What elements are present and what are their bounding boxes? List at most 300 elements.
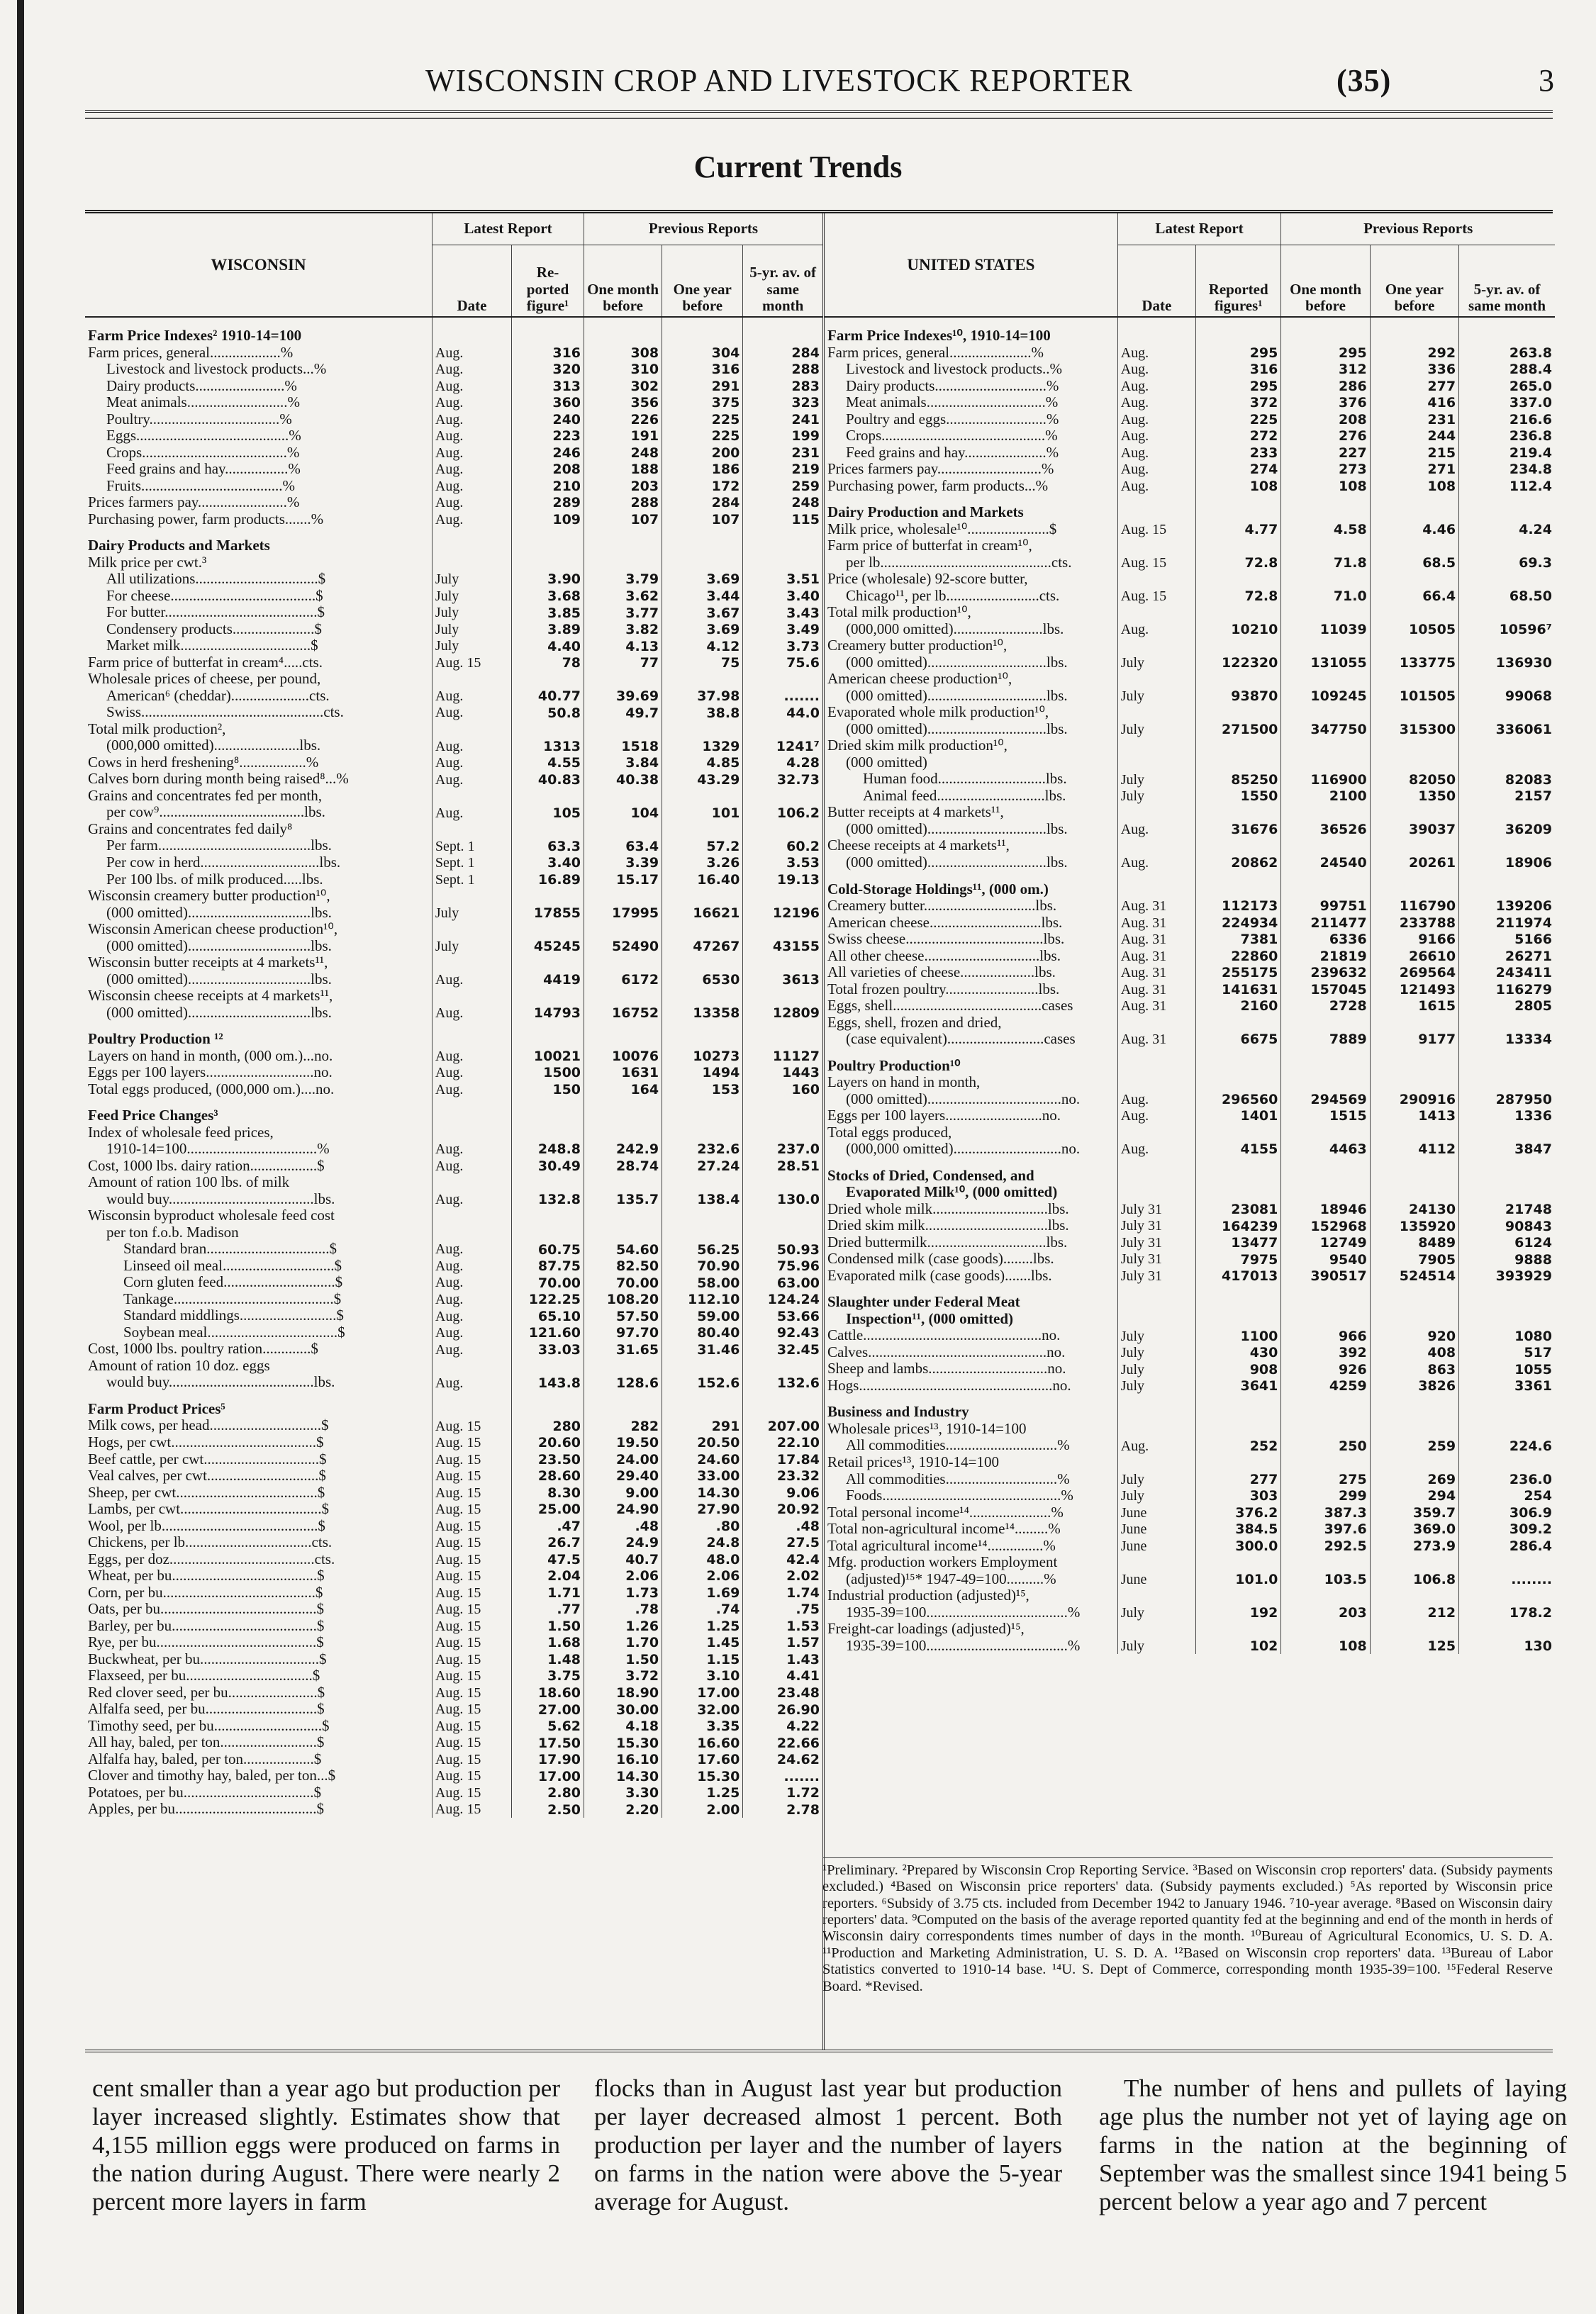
five-year-average-value: 10596⁷ (1459, 621, 1555, 638)
date-cell: Aug. 15 (432, 654, 511, 671)
date-cell (1117, 1284, 1195, 1311)
table-row (85, 461, 822, 478)
row-label: All varieties of cheese....................lbs. (827, 964, 1056, 981)
month-before-value: 387.3 (1281, 1504, 1370, 1521)
table-section-heading (825, 1311, 1555, 1328)
table-row (85, 1684, 822, 1701)
five-year-average-value (1459, 604, 1555, 621)
month-before-value: 250 (1281, 1437, 1370, 1454)
reported-value: 47.5 (512, 1551, 584, 1568)
row-label: Poultry and eggs...........................% (846, 410, 1059, 427)
reported-value: 274 (1196, 461, 1281, 478)
month-before-value: 63.4 (584, 837, 662, 854)
year-before-value: 1.15 (662, 1651, 743, 1668)
reported-value (1196, 1048, 1281, 1075)
month-before-value: 294569 (1281, 1091, 1370, 1108)
year-before-value: 225 (662, 411, 743, 428)
five-year-average-value (743, 1391, 822, 1418)
table-row (825, 1251, 1555, 1268)
five-year-average-value: 9888 (1459, 1251, 1555, 1268)
year-before-value (1370, 1421, 1458, 1438)
date-cell: Aug. (1117, 854, 1195, 871)
month-before-value: 10076 (584, 1048, 662, 1065)
five-year-average-value: 1055 (1459, 1360, 1555, 1377)
year-before-value: 359.7 (1370, 1504, 1458, 1521)
month-before-value (584, 888, 662, 905)
five-year-average-value (743, 671, 822, 688)
table-row (85, 837, 822, 854)
table-row (85, 804, 822, 821)
us-col-reported: Reported figures¹ (1196, 245, 1281, 318)
table-row (825, 588, 1555, 605)
reported-value: 272 (1196, 427, 1281, 445)
date-cell: Aug. (432, 445, 511, 462)
row-label: Index of wholesale feed prices, (88, 1124, 274, 1141)
month-before-value: 131055 (1281, 654, 1370, 671)
reported-value: 1401 (1196, 1107, 1281, 1124)
five-year-average-value: 243411 (1459, 964, 1555, 981)
table-row (825, 1487, 1555, 1504)
year-before-value: 17.00 (662, 1684, 743, 1701)
month-before-value: 356 (584, 394, 662, 411)
month-before-value: 242.9 (584, 1141, 662, 1158)
reported-value (1196, 571, 1281, 588)
reported-value: 4419 (512, 971, 584, 988)
table-section-heading (825, 317, 1555, 345)
table-row (825, 1344, 1555, 1361)
date-cell: Aug. (432, 1141, 511, 1158)
table-row (85, 754, 822, 771)
reported-value: 108 (1196, 478, 1281, 495)
date-cell (1117, 1124, 1195, 1141)
five-year-average-value: 53.66 (743, 1307, 822, 1324)
five-year-average-value: 1.57 (743, 1634, 822, 1651)
month-before-value: 99751 (1281, 898, 1370, 915)
row-label: Dried buttermilk................................lbs. (827, 1234, 1068, 1251)
month-before-value: 3.79 (584, 571, 662, 588)
table-row (85, 688, 822, 705)
year-before-value (1370, 1074, 1458, 1091)
row-label: Calves born during month being raised⁸...% (88, 771, 349, 788)
date-cell: July 31 (1117, 1234, 1195, 1251)
five-year-average-value: 199 (743, 427, 822, 445)
five-year-average-value: 28.51 (743, 1158, 822, 1175)
month-before-value: 108 (1281, 1638, 1370, 1655)
date-cell: July (432, 621, 511, 638)
table-row (85, 1064, 822, 1081)
reported-value: 87.75 (512, 1258, 584, 1275)
year-before-value: 82050 (1370, 771, 1458, 788)
row-label: Calves................................................no. (827, 1343, 1066, 1360)
five-year-average-value: 12196 (743, 905, 822, 922)
reported-value: 240 (512, 411, 584, 428)
month-before-value (584, 554, 662, 571)
date-cell: Aug. (432, 754, 511, 771)
date-cell: Aug. (432, 737, 511, 754)
table-section-heading (85, 1097, 822, 1124)
row-label: Slaughter under Federal Meat (827, 1293, 1020, 1311)
date-cell: Aug. 15 (432, 1451, 511, 1468)
five-year-average-value: 517 (1459, 1344, 1555, 1361)
row-label: Poultry Production¹⁰ (827, 1056, 961, 1074)
five-year-average-value: 286.4 (1459, 1538, 1555, 1555)
row-label: Farm Product Prices⁵ (88, 1399, 225, 1417)
month-before-value (584, 821, 662, 838)
month-before-value: 31.65 (584, 1341, 662, 1358)
five-year-average-value (1459, 1311, 1555, 1328)
row-label: per cow⁹.......................................lbs. (106, 804, 325, 821)
month-before-value: 49.7 (584, 704, 662, 721)
five-year-average-value (743, 1097, 822, 1124)
date-cell (432, 1391, 511, 1418)
five-year-average-value: ........ (1459, 1571, 1555, 1588)
previous-reports-heading: Previous Reports (584, 213, 822, 245)
date-cell (1117, 1454, 1195, 1471)
row-label: Dairy Production and Markets (827, 503, 1024, 521)
reported-value: 1550 (1196, 788, 1281, 805)
reported-value: 208 (512, 461, 584, 478)
reported-value: 4.77 (1196, 521, 1281, 538)
row-label: All utilizations.................................$ (106, 571, 326, 588)
year-before-value (662, 821, 743, 838)
month-before-value (584, 1224, 662, 1241)
year-before-value: 212 (1370, 1604, 1458, 1621)
reported-value: 122320 (1196, 654, 1281, 671)
year-before-value: 135920 (1370, 1217, 1458, 1234)
year-before-value (662, 671, 743, 688)
five-year-average-value (743, 821, 822, 838)
month-before-value: 164 (584, 1081, 662, 1098)
reported-value (512, 671, 584, 688)
five-year-average-value: 236.8 (1459, 427, 1555, 445)
month-before-value: 71.8 (1281, 554, 1370, 571)
publication-title: WISCONSIN CROP AND LIVESTOCK REPORTER (425, 63, 1133, 98)
month-before-value: 4.13 (584, 637, 662, 654)
reported-value (512, 554, 584, 571)
year-before-value: 294 (1370, 1487, 1458, 1504)
year-before-value (1370, 754, 1458, 771)
reported-value (512, 721, 584, 738)
date-cell: July (1117, 771, 1195, 788)
table-section-heading (825, 494, 1555, 521)
month-before-value (584, 921, 662, 938)
year-before-value: 3.67 (662, 604, 743, 621)
table-row (825, 1015, 1555, 1032)
table-row (825, 1234, 1555, 1251)
reported-value (512, 1174, 584, 1191)
five-year-average-value (1459, 871, 1555, 898)
year-before-value: 43.29 (662, 771, 743, 788)
month-before-value (1281, 1048, 1370, 1075)
month-before-value: 4463 (1281, 1141, 1370, 1158)
table-row (85, 1801, 822, 1818)
month-before-value: 103.5 (1281, 1571, 1370, 1588)
month-before-value: 40.38 (584, 771, 662, 788)
reported-value: 3.75 (512, 1667, 584, 1684)
year-before-value: 80.40 (662, 1324, 743, 1341)
date-cell (432, 1224, 511, 1241)
table-row (825, 1377, 1555, 1394)
month-before-value: .48 (584, 1518, 662, 1535)
row-label: (000 omitted)....................................no. (846, 1090, 1081, 1107)
date-cell (1117, 1184, 1195, 1201)
five-year-average-value: 393929 (1459, 1268, 1555, 1285)
date-cell: Aug. (1117, 1437, 1195, 1454)
table-row (85, 938, 822, 955)
reported-value: 289 (512, 494, 584, 511)
month-before-value (584, 1174, 662, 1191)
reported-value: 224934 (1196, 915, 1281, 932)
reported-value (1196, 1124, 1281, 1141)
year-before-value: 17.60 (662, 1751, 743, 1768)
month-before-value (1281, 537, 1370, 554)
five-year-average-value: 219.4 (1459, 445, 1555, 462)
us-col-date: Date (1117, 245, 1195, 318)
month-before-value (1281, 317, 1370, 345)
row-label: Standard bran.................................$ (123, 1241, 337, 1258)
five-year-average-value: .75 (743, 1601, 822, 1618)
five-year-average-value (743, 1358, 822, 1375)
year-before-value (1370, 637, 1458, 654)
date-cell: Aug. 15 (432, 1518, 511, 1535)
wisconsin-table (85, 213, 822, 2050)
date-cell: July (432, 637, 511, 654)
five-year-average-value: 1336 (1459, 1107, 1555, 1124)
year-before-value: 58.00 (662, 1274, 743, 1291)
reported-value: 3.68 (512, 588, 584, 605)
year-before-value: 231 (1370, 411, 1458, 428)
year-before-value: 14.30 (662, 1485, 743, 1502)
reported-value (1196, 871, 1281, 898)
five-year-average-value: 160 (743, 1081, 822, 1098)
five-year-average-value: 22.10 (743, 1434, 822, 1451)
month-before-value: 3.62 (584, 588, 662, 605)
row-label: Eggs, per doz.......................................cts. (88, 1550, 335, 1567)
year-before-value: 408 (1370, 1344, 1458, 1361)
five-year-average-value: 309.2 (1459, 1521, 1555, 1538)
reported-value: 20862 (1196, 854, 1281, 871)
row-label: Condensery products......................$ (106, 620, 322, 637)
table-row (825, 948, 1555, 965)
row-label: For butter.........................................$ (106, 604, 325, 621)
year-before-value (662, 1097, 743, 1124)
reported-value: 384.5 (1196, 1521, 1281, 1538)
month-before-value: 4.18 (584, 1718, 662, 1735)
year-before-value: 112.10 (662, 1291, 743, 1308)
five-year-average-value (1459, 1621, 1555, 1638)
date-cell: Aug. (1117, 621, 1195, 638)
table-row (85, 478, 822, 495)
five-year-average-value: 75.96 (743, 1258, 822, 1275)
reported-value: 417013 (1196, 1268, 1281, 1285)
five-year-average-value (743, 921, 822, 938)
row-label: Total milk production¹⁰, (827, 604, 971, 621)
row-label: 1935-39=100......................................% (846, 1604, 1081, 1621)
month-before-value (1281, 1184, 1370, 1201)
row-label: Poultry Production ¹² (88, 1030, 223, 1048)
row-label: Linseed oil meal..............................$ (123, 1257, 342, 1274)
table-row (85, 988, 822, 1005)
year-before-value: 292 (1370, 345, 1458, 362)
reported-value: 70.00 (512, 1274, 584, 1291)
month-before-value: 312 (1281, 361, 1370, 378)
month-before-value: 28.74 (584, 1158, 662, 1175)
date-cell (1117, 871, 1195, 898)
table-row (825, 521, 1555, 538)
year-before-value: 31.46 (662, 1341, 743, 1358)
month-before-value (584, 671, 662, 688)
year-before-value (1370, 1587, 1458, 1604)
five-year-average-value (1459, 1158, 1555, 1185)
month-before-value: 310 (584, 361, 662, 378)
year-before-value: 27.24 (662, 1158, 743, 1175)
year-before-value (662, 988, 743, 1005)
month-before-value: 275 (1281, 1471, 1370, 1488)
reported-value (1196, 754, 1281, 771)
month-before-value (1281, 737, 1370, 754)
five-year-average-value (1459, 1184, 1555, 1201)
date-cell (1117, 494, 1195, 521)
year-before-value: 138.4 (662, 1191, 743, 1208)
wisconsin-table-body (85, 317, 822, 1818)
five-year-average-value: 32.45 (743, 1341, 822, 1358)
row-label: Farm Price Indexes¹⁰, 1910-14=100 (827, 327, 1051, 344)
table-row (825, 754, 1555, 771)
date-cell: July (1117, 1487, 1195, 1504)
five-year-average-value: 5166 (1459, 931, 1555, 948)
month-before-value: 157045 (1281, 981, 1370, 998)
date-cell: Aug. (432, 704, 511, 721)
date-cell (1117, 804, 1195, 821)
five-year-average-value (743, 554, 822, 571)
month-before-value: 82.50 (584, 1258, 662, 1275)
table-row (825, 997, 1555, 1015)
reported-value (512, 1021, 584, 1048)
year-before-value: 1.69 (662, 1584, 743, 1602)
table-row (85, 737, 822, 754)
row-label: (adjusted)¹⁵* 1947-49=100..........% (846, 1570, 1056, 1587)
row-label: Flaxseed, per bu..................................$ (88, 1667, 320, 1684)
date-cell: Aug. (1117, 394, 1195, 411)
col-reported: Re- ported figure¹ (512, 245, 584, 318)
month-before-value: 397.6 (1281, 1521, 1370, 1538)
table-row (85, 871, 822, 888)
table-row (825, 1217, 1555, 1234)
table-row (825, 1268, 1555, 1285)
date-cell: Aug. (432, 394, 511, 411)
reported-value: 6675 (1196, 1031, 1281, 1048)
row-label: Layers on hand in month, (000 om.)...no. (88, 1047, 333, 1064)
year-before-value (662, 888, 743, 905)
five-year-average-value (1459, 1074, 1555, 1091)
month-before-value: 2.20 (584, 1801, 662, 1818)
five-year-average-value (1459, 1015, 1555, 1032)
reported-value: 3.85 (512, 604, 584, 621)
five-year-average-value: 3613 (743, 971, 822, 988)
row-label: Eggs.........................................% (106, 427, 301, 445)
five-year-average-value: 24.62 (743, 1751, 822, 1768)
date-cell: July (1117, 1344, 1195, 1361)
table-row (825, 931, 1555, 948)
row-label: Wholesale prices of cheese, per pound, (88, 671, 321, 688)
year-before-value: 8489 (1370, 1234, 1458, 1251)
table-row (85, 378, 822, 395)
date-cell: Aug. (432, 427, 511, 445)
table-row (825, 604, 1555, 621)
month-before-value: 273 (1281, 461, 1370, 478)
month-before-value: 1631 (584, 1064, 662, 1081)
us-col-five-year-average: 5-yr. av. of same month (1459, 245, 1555, 318)
five-year-average-value: 4.22 (743, 1718, 822, 1735)
month-before-value (584, 317, 662, 345)
month-before-value (1281, 494, 1370, 521)
row-label: Purchasing power, farm products...% (827, 477, 1049, 494)
table-row (825, 554, 1555, 571)
month-before-value: 282 (584, 1417, 662, 1434)
reported-value: 8.30 (512, 1485, 584, 1502)
reported-value: 3.90 (512, 571, 584, 588)
row-label: per ton f.o.b. Madison (106, 1224, 239, 1241)
year-before-value: 56.25 (662, 1241, 743, 1258)
row-label: Cattle................................................no. (827, 1327, 1061, 1344)
five-year-average-value (743, 527, 822, 554)
table-row (825, 345, 1555, 362)
five-year-average-value: 124.24 (743, 1291, 822, 1308)
table-row (85, 361, 822, 378)
row-label: Cows in herd freshening⁸..................% (88, 754, 319, 771)
table-row (85, 1651, 822, 1668)
table-row (825, 361, 1555, 378)
year-before-value: 524514 (1370, 1268, 1458, 1285)
reported-value (1196, 737, 1281, 754)
five-year-average-value: 1443 (743, 1064, 822, 1081)
row-label: Chicago¹¹, per lb.........................cts. (846, 587, 1060, 604)
year-before-value: 233788 (1370, 915, 1458, 932)
month-before-value (584, 1021, 662, 1048)
date-cell (1117, 837, 1195, 854)
row-label: Dairy Products and Markets (88, 537, 270, 554)
reported-value: 313 (512, 378, 584, 395)
date-cell: Aug. 15 (432, 1734, 511, 1751)
month-before-value: 104 (584, 804, 662, 821)
reported-value: 72.8 (1196, 554, 1281, 571)
reported-value: 295 (1196, 345, 1281, 362)
reported-value: 40.83 (512, 771, 584, 788)
table-row (85, 511, 822, 528)
table-row (85, 1081, 822, 1098)
row-label: Grains and concentrates fed daily⁸ (88, 820, 293, 837)
five-year-average-value: 13334 (1459, 1031, 1555, 1048)
date-cell (432, 1207, 511, 1224)
trends-table (85, 210, 1553, 2052)
reported-value: 5.62 (512, 1718, 584, 1735)
reported-value: 1.50 (512, 1618, 584, 1635)
row-label: Wool, per lb..........................................$ (88, 1517, 325, 1534)
five-year-average-value: 265.0 (1459, 378, 1555, 395)
reported-value: 255175 (1196, 964, 1281, 981)
year-before-value (1370, 1311, 1458, 1328)
row-label: Milk price per cwt.³ (88, 554, 207, 571)
month-before-value (1281, 571, 1370, 588)
five-year-average-value: 26271 (1459, 948, 1555, 965)
row-label: Farm prices, general...................% (88, 344, 294, 361)
month-before-value: 211477 (1281, 915, 1370, 932)
date-cell: July (1117, 1377, 1195, 1394)
table-row (85, 1005, 822, 1022)
year-before-value (1370, 1454, 1458, 1471)
reported-value: .47 (512, 1518, 584, 1535)
date-cell: Aug. (1117, 478, 1195, 495)
